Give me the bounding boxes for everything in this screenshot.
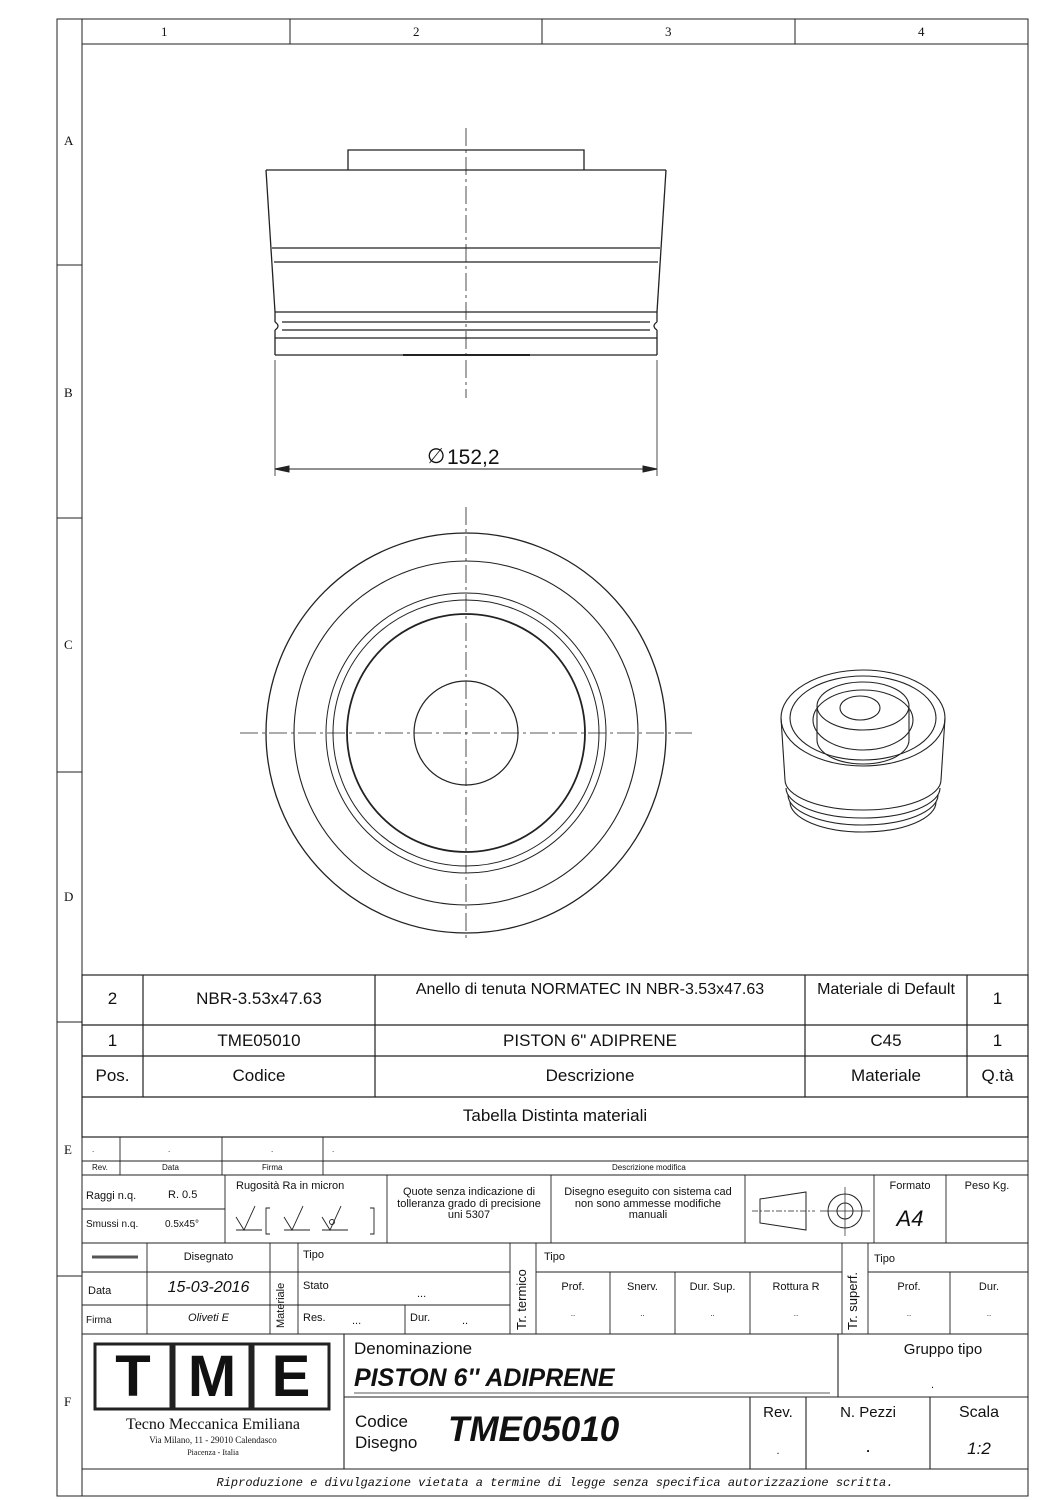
heat-treatment-col-2: Snerv. [627, 1281, 658, 1293]
surface-treatment-col-1: Prof. [897, 1281, 921, 1293]
group-value: . [931, 1379, 935, 1391]
bom-row-1-material: C45 [870, 1031, 902, 1050]
material-dur-label: Dur. [410, 1312, 431, 1324]
row-label-c: C [64, 637, 73, 652]
denomination-value: PISTON 6'' ADIPRENE [354, 1364, 615, 1392]
outer-frame [57, 19, 1028, 1496]
material-res-value: ... [352, 1315, 362, 1327]
bom-row-2-pos: 2 [107, 989, 118, 1008]
row-label-f: F [64, 1394, 72, 1409]
material-type-label: Tipo [303, 1249, 324, 1261]
row-label-d: D [64, 889, 74, 904]
bom-header-qty: Q.tà [981, 1066, 1014, 1085]
bom-row-1-qty: 1 [992, 1031, 1003, 1050]
revision-grid [82, 1137, 1028, 1175]
material-section-label: Materiale [275, 1282, 287, 1328]
logo-letter-m: M [187, 1344, 237, 1409]
copyright-footer: Riproduzione e divulgazione vietata a termine di legge senza specifica autorizzazione scritta. [216, 1476, 894, 1490]
company-city: Piacenza - Italia [187, 1448, 239, 1457]
signature-value: Oliveti E [188, 1312, 229, 1324]
revision-rev-label: Rev. [92, 1163, 108, 1172]
diameter-symbol: ∅ [427, 445, 446, 468]
radii-value: R. 0.5 [168, 1189, 198, 1201]
row-label-b: B [64, 385, 73, 400]
revision-description-label: Descrizione modifica [612, 1163, 686, 1172]
column-label-2: 2 [413, 24, 420, 39]
column-label-1: 1 [161, 24, 168, 39]
column-label-4: 4 [918, 24, 925, 39]
group-label: Gruppo tipo [903, 1341, 983, 1358]
material-dur-value: .. [462, 1315, 469, 1327]
drawn-label: Disegnato [183, 1251, 234, 1263]
material-res-label: Res. [303, 1312, 326, 1324]
format-label: Formato [889, 1180, 931, 1192]
heat-treatment-type-label: Tipo [544, 1251, 565, 1263]
bom-row-2-code: NBR-3.53x47.63 [196, 989, 322, 1008]
heat-treatment-col-1: Prof. [561, 1281, 585, 1293]
code-label-2: Disegno [355, 1433, 418, 1452]
scale-label: Scala [958, 1404, 1000, 1421]
company-name: Tecno Meccanica Emiliana [126, 1416, 300, 1433]
logo-letter-t: T [115, 1344, 151, 1409]
pieces-label: N. Pezzi [840, 1404, 896, 1421]
tolerance-note: Quote senza indicazione di tolleranza grado di precisione uni 5307 [397, 1186, 541, 1222]
bom-row-2-qty: 1 [992, 989, 1003, 1008]
bom-row-1-code: TME05010 [217, 1031, 301, 1050]
rev-value: . [776, 1445, 780, 1457]
revision-date-label: Data [162, 1163, 179, 1172]
chamfers-label: Smussi n.q. [86, 1219, 139, 1230]
material-state-value: ... [417, 1288, 427, 1300]
code-label-1: Codice [355, 1412, 408, 1431]
surface-treatment-val-2: .. [986, 1309, 992, 1318]
cad-note: Disegno eseguito con sistema cad non sono ammesse modifiche manuali [564, 1186, 732, 1222]
top-view [240, 507, 692, 940]
material-state-label: Stato [303, 1280, 329, 1292]
bom-row-2-material: Materiale di Default [817, 981, 955, 998]
row-label-e: E [64, 1142, 72, 1157]
surface-treatment-type-label: Tipo [874, 1253, 895, 1265]
revision-signature-value: . [271, 1145, 274, 1154]
revision-signature-label: Firma [262, 1163, 283, 1172]
revision-rev-value: . [92, 1145, 95, 1154]
format-value: A4 [896, 1206, 924, 1231]
diameter-value: 152,2 [447, 446, 500, 469]
scale-value: 1:2 [967, 1439, 991, 1458]
bom-header-code: Codice [232, 1066, 286, 1085]
heat-treatment-val-2: .. [640, 1309, 645, 1318]
bom-row-1-pos: 1 [107, 1031, 118, 1050]
heat-treatment-val-4: .. [793, 1309, 799, 1318]
heat-treatment-val-3: .. [710, 1309, 715, 1318]
surface-treatment-col-2: Dur. [978, 1281, 1000, 1293]
drawing-code-value: TME05010 [448, 1410, 620, 1449]
bom-table-title: Tabella Distinta materiali [462, 1106, 648, 1125]
logo-letter-e: E [271, 1344, 311, 1409]
heat-treatment-label: Tr. termico [514, 1269, 529, 1330]
isometric-view [781, 670, 945, 832]
roughness-label: Rugosità Ra in micron [236, 1180, 345, 1192]
revision-description-value: . [332, 1145, 335, 1154]
roughness-symbols [236, 1206, 374, 1234]
weight-label: Peso Kg. [964, 1180, 1010, 1192]
signature-label: Firma [86, 1315, 112, 1326]
surface-treatment-label: Tr. superf. [845, 1271, 860, 1330]
date-value: 15-03-2016 [167, 1279, 250, 1296]
revision-date-value: . [168, 1145, 171, 1154]
date-label: Data [88, 1285, 112, 1297]
column-label-3: 3 [665, 24, 672, 39]
rev-label: Rev. [763, 1404, 793, 1421]
radii-label: Raggi n.q. [86, 1190, 137, 1202]
bom-row-2-description: Anello di tenuta NORMATEC IN NBR-3.53x47.63 [415, 981, 765, 998]
company-address: Via Milano, 11 - 29010 Calendasco [149, 1435, 277, 1445]
row-label-a: A [64, 133, 74, 148]
heat-treatment-val-1: .. [570, 1309, 576, 1318]
pieces-value: . [866, 1440, 870, 1455]
projection-symbol [752, 1187, 870, 1236]
chamfers-value: 0.5x45° [165, 1219, 200, 1230]
heat-treatment-col-4: Rottura R [772, 1281, 820, 1293]
bom-header-pos: Pos. [95, 1066, 130, 1085]
heat-treatment-col-3: Dur. Sup. [689, 1281, 736, 1293]
surface-treatment-val-1: .. [906, 1309, 912, 1318]
bom-header-material: Materiale [851, 1066, 921, 1085]
bom-row-1-description: PISTON 6" ADIPRENE [503, 1031, 677, 1050]
denomination-label: Denominazione [354, 1339, 473, 1358]
bom-header-description: Descrizione [545, 1066, 635, 1085]
